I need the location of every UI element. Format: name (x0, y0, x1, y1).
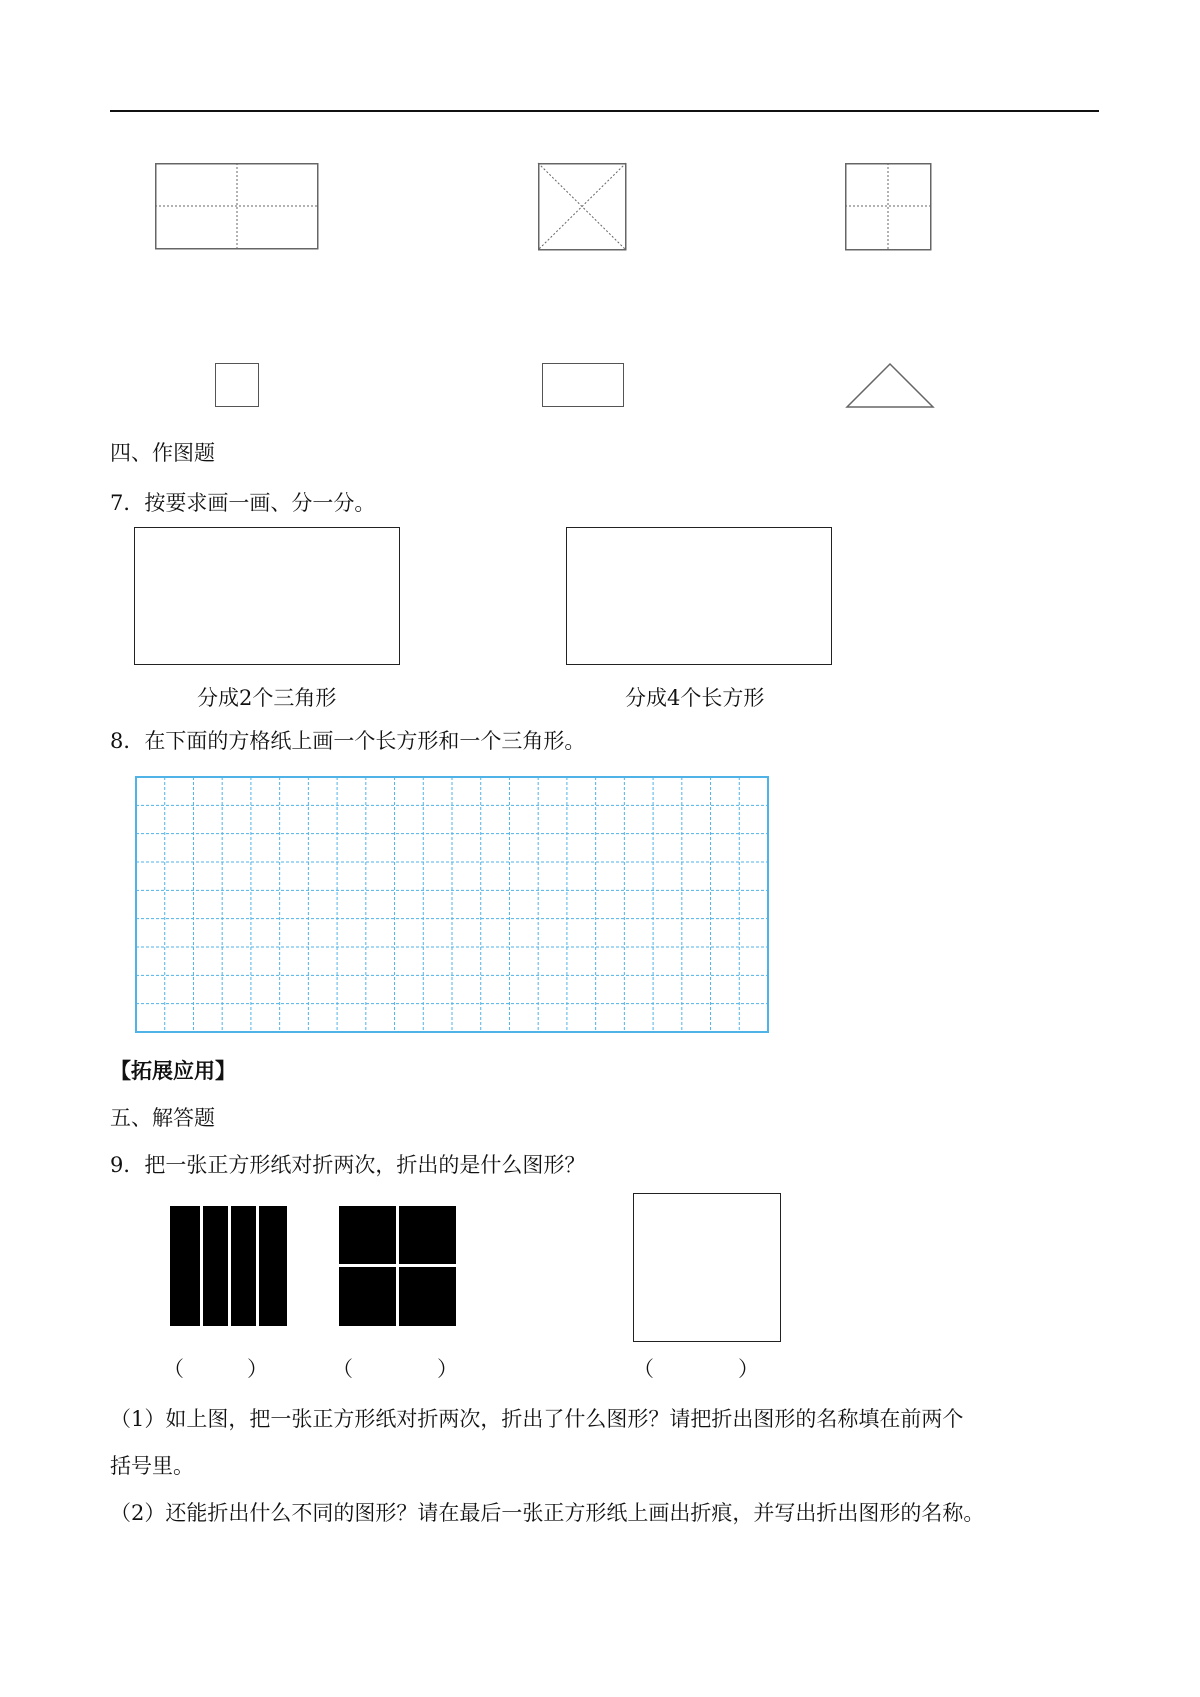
question-8-text: 8．在下面的方格纸上画一个长方形和一个三角形。 (110, 729, 586, 753)
small-rectangle (542, 363, 624, 407)
square-with-diagonal-creases (538, 163, 628, 251)
q9-sub-question-1-line-2: 括号里。 (110, 1454, 194, 1478)
blank-square-paper[interactable] (633, 1193, 781, 1342)
section-five-heading: 五、解答题 (110, 1106, 215, 1130)
question-9-text: 9．把一张正方形纸对折两次，折出的是什么图形？ (110, 1153, 586, 1177)
question-7-text: 7．按要求画一画、分一分。 (110, 491, 376, 515)
q7-caption-right: 分成4个长方形 (625, 686, 765, 710)
answer-blank-1[interactable]: （ ） (163, 1357, 268, 1381)
q9-sub-question-2: （2）还能折出什么不同的图形？请在最后一张正方形纸上画出折痕，并写出折出图形的名称。 (110, 1501, 985, 1525)
small-triangle (846, 363, 934, 409)
rectangle-with-crease-cross (155, 163, 320, 251)
folded-paper-strips (170, 1206, 287, 1326)
header-rule (110, 110, 1099, 112)
square-with-crease-cross (845, 163, 933, 251)
section-four-heading: 四、作图题 (110, 441, 215, 465)
folded-paper-quarters (339, 1206, 456, 1326)
extension-heading: 【拓展应用】 (110, 1058, 236, 1083)
q7-caption-left: 分成2个三角形 (197, 686, 337, 710)
q9-sub-question-1-line-1: （1）如上图，把一张正方形纸对折两次，折出了什么图形？请把折出图形的名称填在前两个 (110, 1407, 964, 1431)
small-square (215, 363, 259, 407)
answer-blank-2[interactable]: （ ） (332, 1357, 458, 1381)
q7-rectangle-right[interactable] (566, 527, 832, 665)
grid-paper[interactable] (135, 776, 769, 1033)
answer-blank-3[interactable]: （ ） (633, 1357, 759, 1381)
q7-rectangle-left[interactable] (134, 527, 400, 665)
